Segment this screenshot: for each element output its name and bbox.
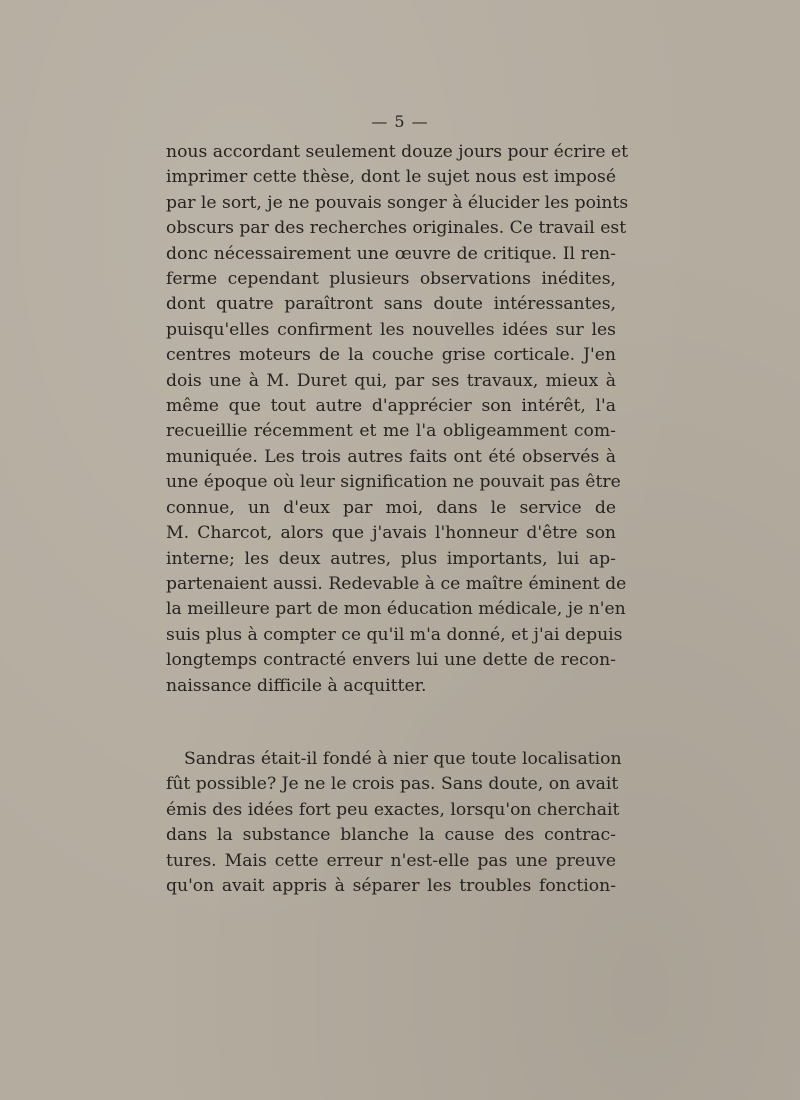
page-number: — 5 — (371, 112, 429, 131)
text-line: dans la substance blanche la cause des contrac- (166, 825, 616, 846)
text-line: dois une à M. Duret qui, par ses travaux, mieux à (166, 370, 616, 391)
text-line: partenaient aussi. Redevable à ce maître éminent de (166, 573, 627, 594)
text-line: recueillie récemment et me l'a obligeamment com- (166, 421, 616, 442)
text-line: imprimer cette thèse, dont le sujet nous est imposé (166, 167, 616, 188)
text-line: interne; les deux autres, plus importants, lui ap- (166, 548, 616, 569)
text-line: qu'on avait appris à séparer les troubles fonction- (166, 876, 616, 897)
text-line: donc nécessairement une œuvre de critique. Il ren- (166, 243, 616, 264)
text-line: émis des idées fort peu exactes, lorsqu'on cherchait (166, 799, 620, 820)
text-line: suis plus à compter ce qu'il m'a donné, et j'ai depuis (166, 624, 623, 645)
text-line: centres moteurs de la couche grise corticale. J'en (166, 345, 616, 366)
text-line: ferme cependant plusieurs observations inédites, (166, 269, 616, 290)
text-line: tures. Mais cette erreur n'est-elle pas une preuve (166, 850, 616, 871)
text-line: une époque où leur signification ne pouvait pas être (166, 472, 621, 493)
text-line: dont quatre paraîtront sans doute intéressantes, (166, 294, 616, 315)
text-line: muniquée. Les trois autres faits ont été observés à (166, 446, 616, 467)
text-line: même que tout autre d'apprécier son intérêt, l'a (166, 396, 616, 417)
text-line: M. Charcot, alors que j'avais l'honneur d'être son (166, 523, 616, 544)
paragraph-1 (166, 140, 629, 699)
text-line: naissance difficile à acquitter. (166, 675, 427, 696)
text-line: nous accordant seulement douze jours pour écrire et (166, 142, 629, 162)
text-line: fût possible? Je ne le crois pas. Sans doute, on avait (166, 774, 619, 795)
text-line: par le sort, je ne pouvais songer à élucider les points (166, 192, 629, 213)
text-line: obscurs par des recherches originales. Ce travail est (166, 218, 627, 239)
text-line: puisqu'elles confirment les nouvelles idées sur les (166, 319, 616, 340)
text-line: la meilleure part de mon éducation médicale, je n'en (166, 599, 626, 620)
text-line: Sandras était-il fondé à nier que toute localisation (184, 749, 622, 769)
text-line: longtemps contracté envers lui une dette de recon- (166, 650, 616, 671)
paragraph-2 (166, 747, 622, 899)
text-line: connue, un d'eux par moi, dans le service de (166, 497, 616, 518)
